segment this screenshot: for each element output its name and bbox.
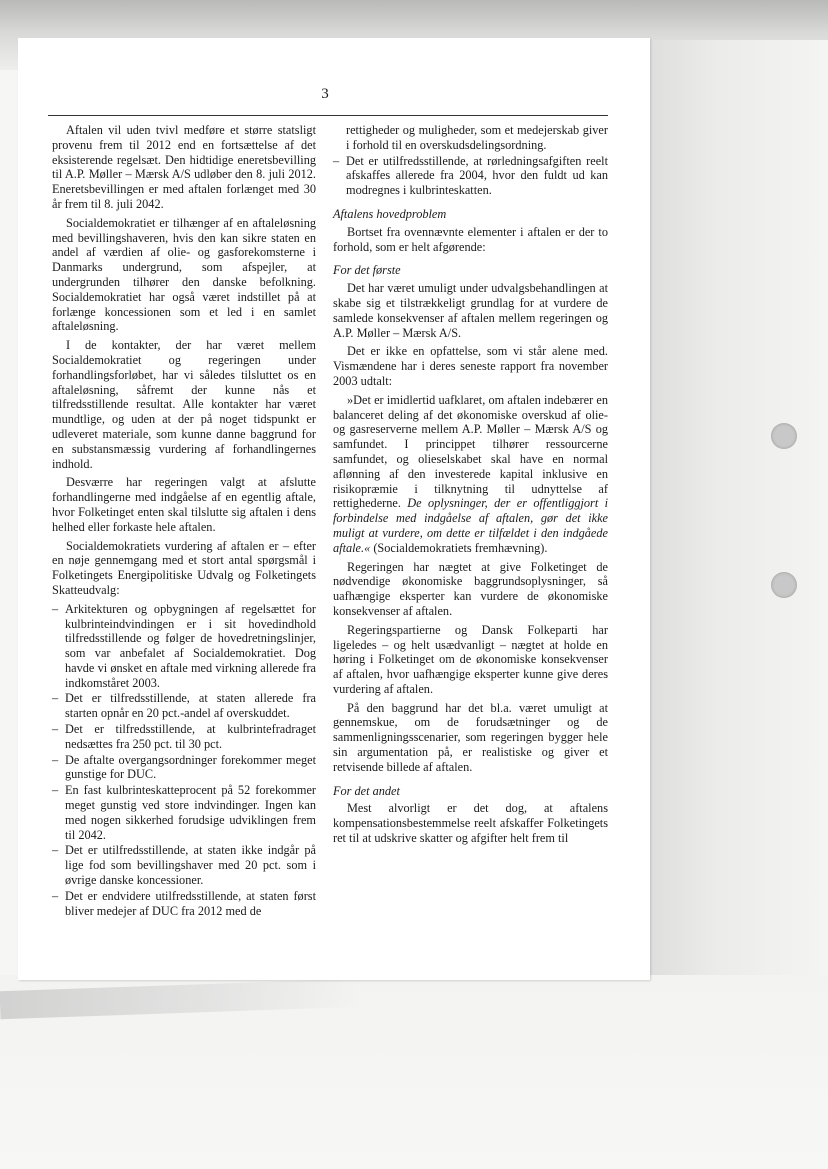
section-heading: For det første [333,263,401,278]
left-column [52,123,316,922]
paragraph: Bortset fra ovennævnte elementer i aftalen er der to forhold, som er helt afgørende: [333,224,608,254]
section-heading: Aftalens hovedproblem [333,206,447,221]
section-heading: For det andet [333,783,400,798]
paragraph: I de kontakter, der har været mellem Socialdemokratiet og regeringen under forhandlingsforløbet, har vi således tilsluttet os en aftaleløsning, såfremt der kunne nås et tilfredsstillende resultat. Alle kontakter har været mundtlige, og uden at der på noget tidspunkt er udleveret materiale, som kunne danne baggrund for en substansmæssig vurdering af forhandlingernes indhold. [52,338,316,471]
list-item: – Det er tilfredsstillende, at kulbrintefradraget nedsættes fra 250 pct. til 30 pct. [52,722,316,752]
list-item-continued-text: rettigheder og muligheder, som et medejerskab giver i forhold til en overskudsdelingsordning. [346,123,608,152]
assessment-list [52,602,316,919]
list-item: – Det er endvidere utilfredsstillende, at staten først bliver medejer af DUC fra 2012 med de [52,889,316,919]
paragraph: På den baggrund har det bl.a. været umuligt at gennemskue, om de forudsætninger og de sammenligningsscenarier, som regeringen bygger hele sin argumentation på, er realistiske og giver et retvisende billede af aftalen. [333,700,608,774]
paragraph: Regeringspartierne og Dansk Folkeparti har ligeledes – og helt usædvanligt – nægtet at holde en høring i Folketinget om de økonomiske konsekvenser af aftalen, hvor uafhængige eksperter kunne give deres vurdering af aftalen. [333,622,608,696]
paragraph: Desværre har regeringen valgt at afslutte forhandlingerne med indgåelse af en egentlig aftale, hvor Folketinget enten skal tilslutte sig aftalen i dens helhed eller forkaste hele aftalen. [52,475,316,534]
paragraph: Det er ikke en opfattelse, som vi står alene med. Vismændene har i deres seneste rapport fra november 2003 udtalt: [333,344,608,388]
header-rule [48,115,608,116]
punch-hole-top [771,423,797,449]
list-item: – Det er tilfredsstillende, at staten allerede fra starten opnår en 20 pct.-andel af overskuddet. [52,691,316,721]
quote-text: »Det er imidlertid uafklaret, om aftalen indebærer en balanceret deling af det økonomiske overskud af olie- og gasreserverne mellem A.P. Møller – Mærsk A/S og samfundet. I princippet tilhører ressourcerne samfundet, og olieselskabet skal have en normal aflønning af den investerede kapital inklusive en risikopræmie i tilknytning til udnyttelse af rettighederne. [333,392,608,511]
list-item: – Det er utilfredsstillende, at staten ikke indgår på lige fod som bevillingshaver med 20 pct. som i øvrige danske koncessioner. [52,843,316,887]
paragraph: Regeringen har nægtet at give Folketinget de nødvendige økonomiske baggrundsoplysninger, så uafhængige eksperter kan vurdere de økonomiske konsekvenser af aftalen. [333,559,608,618]
quote-note: (Socialdemokratiets fremhævning). [373,540,548,555]
paragraph: Aftalen vil uden tvivl medføre et større statsligt provenu frem til 2012 end en fortsættelse af det eksisterende regelsæt. Den hidtidige eneretsbevilling til A.P. Møller – Mærsk A/S udløber den 8. juli 2012. Eneretsbevillingen er med aftalen forlænget med 30 år frem til 8. juli 2042. [52,123,316,211]
punch-hole-bottom [771,572,797,598]
list-item: – De aftalte overgangsordninger forekommer meget gunstige for DUC. [52,753,316,783]
paragraph: Mest alvorligt er det dog, at aftalens kompensationsbestemmelse reelt afskaffer Folketingets ret til at udskrive skatter og afgifter helt frem til [333,801,608,846]
right-column [333,123,608,850]
paragraph: Socialdemokratiet er tilhænger af en aftaleløsning med bevillingshaveren, hvis den kan sikre staten en andel af værdien af olie- og gasforekomsterne i Danmarks undergrund, som afspejler, at undergrunden tilhører den danske befolkning. Socialdemokratiet har også været indstillet på at forlænge koncessionen som et led i en samlet aftaleløsning. [52,215,316,334]
quote-paragraph [333,393,608,556]
quote-emphasis: De oplysninger, der er offentliggjort i forbindelse med indgåelse af aftalen, gør det ikke muligt at vurdere, om dette er tilfældet i den indgåede aftale.« [333,496,609,555]
list-item: – Det er utilfredsstillende, at rørledningsafgiften reelt afskaffes allerede fra 2004, hvor den fuldt ud kan modregnes i kulbrinteskatten. [333,154,608,198]
list-item: – En fast kulbrinteskatteprocent på 52 forekommer meget gunstig ved store indvindinger. Ingen kan med nogen sikkerhed forudsige udviklingen frem til 2042. [52,783,316,842]
page-number: 3 [321,86,329,102]
paragraph: Det har været umuligt under udvalgsbehandlingen at skabe sig et tilstrækkeligt grundlag for at vurdere de samlede konsekvenser af aftalen mellem regeringen og A.P. Møller – Mærsk A/S. [333,281,608,340]
assessment-list-continued [333,123,608,198]
paragraph: Socialdemokratiets vurdering af aftalen er – efter en nøje gennemgang med et stort antal spørgsmål i Folketingets Energipolitiske Udvalg og Folketingets Skatteudvalg: [52,538,316,597]
list-item-continued [333,123,608,153]
list-item: – Arkitekturen og opbygningen af regelsættet for kulbrinteindvindingen er i sit hovedindhold tilfredsstillende og følger de hovedretningslinjer, som var anbefalet af Socialdemokratiet. Dog havde vi ønsket en aftale med virkning allerede fra indkomståret 2003. [52,602,316,691]
